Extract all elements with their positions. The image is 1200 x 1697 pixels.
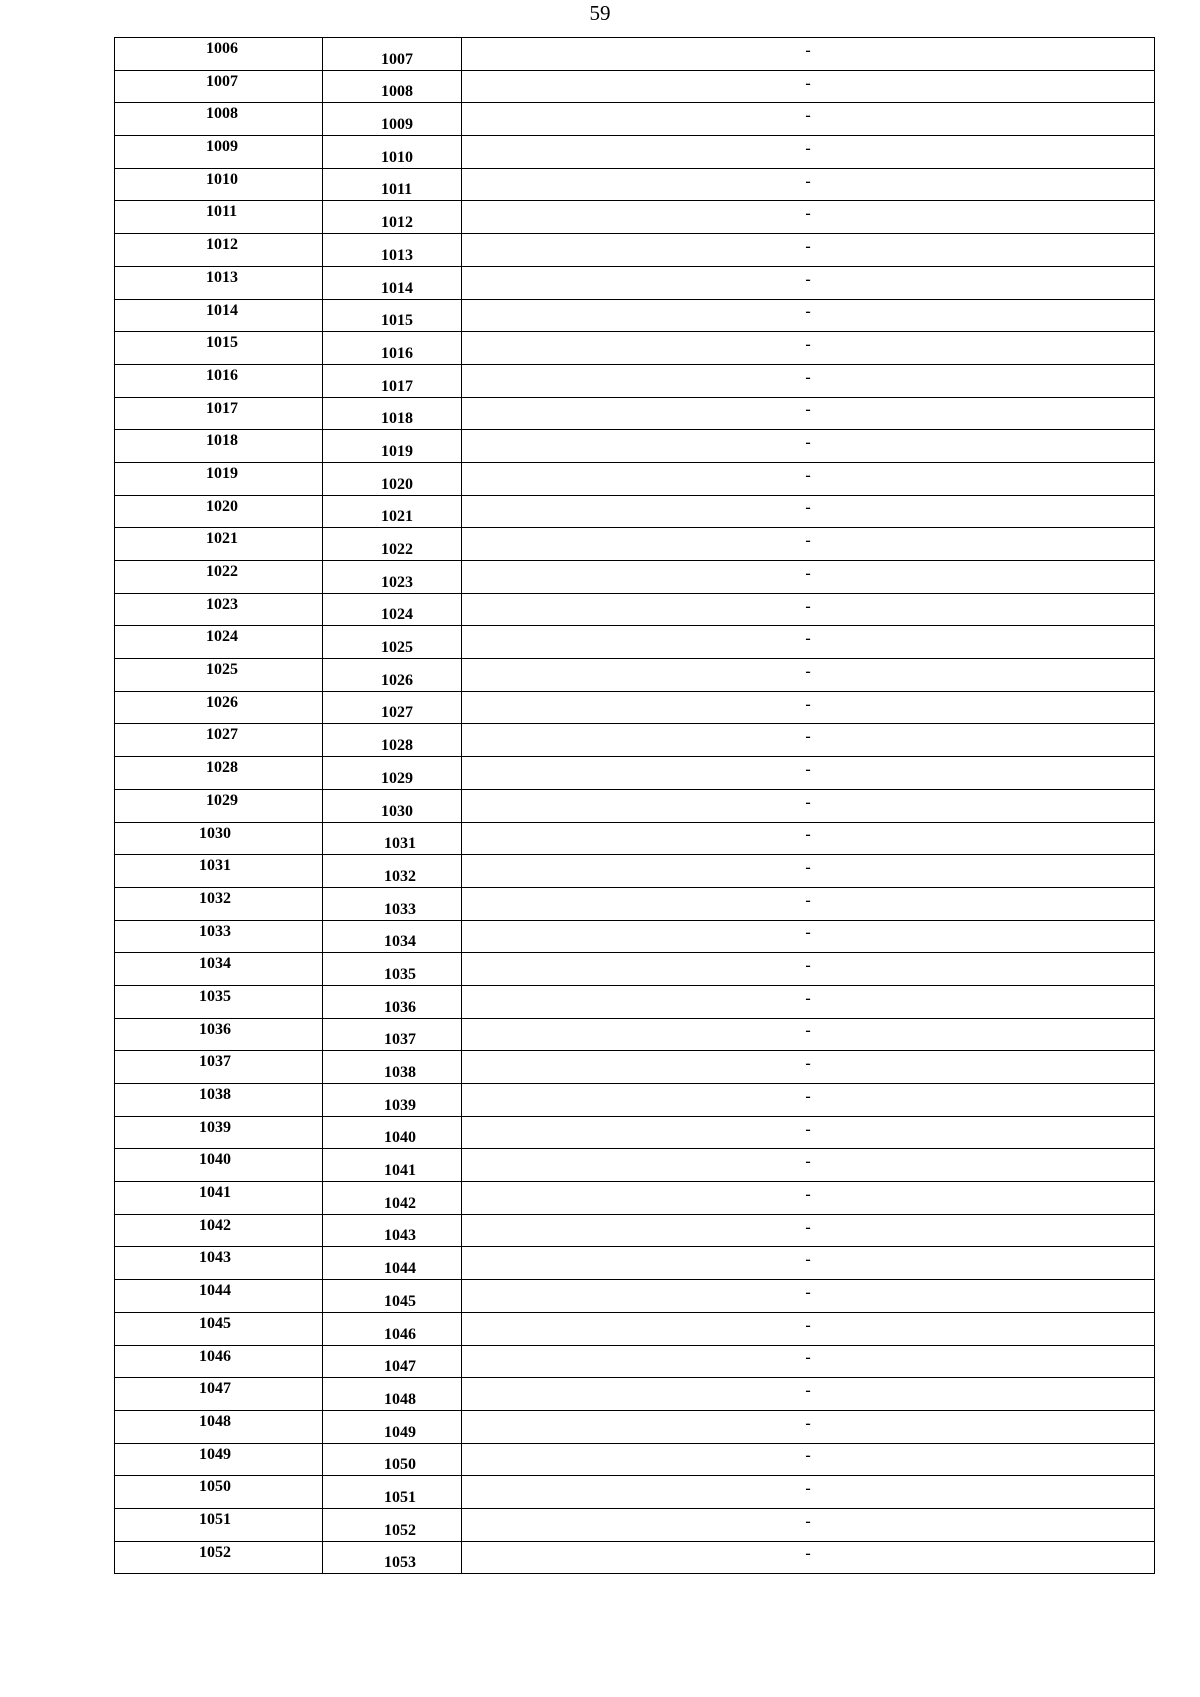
- table-row: [115, 855, 1155, 888]
- note-dash: -: [805, 957, 811, 975]
- table-row: [115, 168, 1155, 201]
- cell-to: 1032: [323, 855, 462, 888]
- table-row: [115, 1051, 1155, 1084]
- cell-to: 1024: [323, 593, 462, 626]
- note-dash: -: [805, 1055, 811, 1073]
- cell-to: 1022: [323, 528, 462, 561]
- cell-from: 1015: [115, 332, 323, 365]
- note-dash: -: [805, 1349, 811, 1367]
- cell-note: [462, 1378, 1155, 1411]
- cell-note: [462, 691, 1155, 724]
- cell-note: [462, 299, 1155, 332]
- table-row: [115, 757, 1155, 790]
- cell-from: 1038: [115, 1084, 323, 1117]
- cell-from: 1044: [115, 1280, 323, 1313]
- note-dash: -: [805, 368, 811, 386]
- note-dash: -: [805, 270, 811, 288]
- cell-to: 1046: [323, 1312, 462, 1345]
- cell-note: [462, 789, 1155, 822]
- table-row: [115, 659, 1155, 692]
- note-dash: -: [805, 237, 811, 255]
- table-row: [115, 1541, 1155, 1574]
- note-dash: -: [805, 303, 811, 321]
- table-row: [115, 1476, 1155, 1509]
- cell-note: [462, 1214, 1155, 1247]
- cell-to: 1036: [323, 985, 462, 1018]
- note-dash: -: [805, 891, 811, 909]
- note-dash: -: [805, 793, 811, 811]
- cell-from: 1021: [115, 528, 323, 561]
- cell-note: [462, 1182, 1155, 1215]
- note-dash: -: [805, 1316, 811, 1334]
- table-row: [115, 201, 1155, 234]
- table-row: [115, 364, 1155, 397]
- cell-from: 1037: [115, 1051, 323, 1084]
- cell-to: 1050: [323, 1443, 462, 1476]
- table-row: [115, 789, 1155, 822]
- note-dash: -: [805, 597, 811, 615]
- page-number: 59: [589, 1, 611, 25]
- cell-to: 1035: [323, 953, 462, 986]
- table-row: [115, 1214, 1155, 1247]
- cell-from: 1034: [115, 953, 323, 986]
- cell-from: 1039: [115, 1116, 323, 1149]
- table-row: [115, 234, 1155, 267]
- table-row: [115, 136, 1155, 169]
- cell-note: [462, 855, 1155, 888]
- cell-note: [462, 1084, 1155, 1117]
- cell-from: 1029: [115, 789, 323, 822]
- cell-to: 1049: [323, 1410, 462, 1443]
- table-row: [115, 1345, 1155, 1378]
- cell-note: [462, 887, 1155, 920]
- cell-to: 1019: [323, 430, 462, 463]
- cell-note: [462, 822, 1155, 855]
- note-dash: -: [805, 1447, 811, 1465]
- table-row: [115, 1018, 1155, 1051]
- cell-note: [462, 495, 1155, 528]
- cell-from: 1049: [115, 1443, 323, 1476]
- table-row: [115, 70, 1155, 103]
- cell-to: 1044: [323, 1247, 462, 1280]
- table-row: [115, 495, 1155, 528]
- cell-from: 1012: [115, 234, 323, 267]
- cell-to: 1033: [323, 887, 462, 920]
- cell-from: 1050: [115, 1476, 323, 1509]
- table-row: [115, 397, 1155, 430]
- table-row: [115, 1312, 1155, 1345]
- cell-from: 1052: [115, 1541, 323, 1574]
- cell-from: 1018: [115, 430, 323, 463]
- cell-note: [462, 593, 1155, 626]
- note-dash: -: [805, 1022, 811, 1040]
- note-dash: -: [805, 630, 811, 648]
- cell-from: 1046: [115, 1345, 323, 1378]
- cell-note: [462, 201, 1155, 234]
- table-row: [115, 724, 1155, 757]
- cell-from: 1035: [115, 985, 323, 1018]
- note-dash: -: [805, 74, 811, 92]
- cell-note: [462, 1312, 1155, 1345]
- note-dash: -: [805, 1512, 811, 1530]
- note-dash: -: [805, 1120, 811, 1138]
- cell-from: 1040: [115, 1149, 323, 1182]
- note-dash: -: [805, 41, 811, 59]
- table-row: [115, 626, 1155, 659]
- cell-to: 1042: [323, 1182, 462, 1215]
- cell-from: 1014: [115, 299, 323, 332]
- note-dash: -: [805, 728, 811, 746]
- note-dash: -: [805, 1153, 811, 1171]
- cell-to: 1015: [323, 299, 462, 332]
- cell-from: 1016: [115, 364, 323, 397]
- note-dash: -: [805, 662, 811, 680]
- cell-note: [462, 757, 1155, 790]
- table-row: [115, 887, 1155, 920]
- note-dash: -: [805, 532, 811, 550]
- cell-from: 1051: [115, 1508, 323, 1541]
- cell-to: 1011: [323, 168, 462, 201]
- table-row: [115, 822, 1155, 855]
- note-dash: -: [805, 760, 811, 778]
- cell-from: 1031: [115, 855, 323, 888]
- table-row: [115, 1410, 1155, 1443]
- cell-note: [462, 1443, 1155, 1476]
- cell-note: [462, 1476, 1155, 1509]
- cell-to: 1041: [323, 1149, 462, 1182]
- cell-note: [462, 1508, 1155, 1541]
- note-dash: -: [805, 1185, 811, 1203]
- cell-to: 1039: [323, 1084, 462, 1117]
- cell-to: 1021: [323, 495, 462, 528]
- cell-to: 1025: [323, 626, 462, 659]
- cell-note: [462, 103, 1155, 136]
- cell-to: 1010: [323, 136, 462, 169]
- cell-from: 1028: [115, 757, 323, 790]
- cell-note: [462, 38, 1155, 71]
- cell-note: [462, 626, 1155, 659]
- cell-note: [462, 430, 1155, 463]
- cell-from: 1007: [115, 70, 323, 103]
- note-dash: -: [805, 1218, 811, 1236]
- table-row: [115, 691, 1155, 724]
- table-row: [115, 38, 1155, 71]
- cell-from: 1020: [115, 495, 323, 528]
- cell-from: 1006: [115, 38, 323, 71]
- cell-note: [462, 985, 1155, 1018]
- note-dash: -: [805, 1382, 811, 1400]
- note-dash: -: [805, 139, 811, 157]
- cell-from: 1036: [115, 1018, 323, 1051]
- cell-to: 1040: [323, 1116, 462, 1149]
- cell-from: 1042: [115, 1214, 323, 1247]
- cell-to: 1018: [323, 397, 462, 430]
- cell-note: [462, 953, 1155, 986]
- cell-from: 1008: [115, 103, 323, 136]
- cell-from: 1045: [115, 1312, 323, 1345]
- cell-note: [462, 1018, 1155, 1051]
- cell-to: 1012: [323, 201, 462, 234]
- cell-note: [462, 659, 1155, 692]
- table-row: [115, 266, 1155, 299]
- cell-to: 1053: [323, 1541, 462, 1574]
- note-dash: -: [805, 1251, 811, 1269]
- cell-to: 1023: [323, 561, 462, 594]
- cell-note: [462, 1345, 1155, 1378]
- cell-to: 1029: [323, 757, 462, 790]
- table-row: [115, 1508, 1155, 1541]
- note-dash: -: [805, 466, 811, 484]
- cell-from: 1047: [115, 1378, 323, 1411]
- cell-note: [462, 1280, 1155, 1313]
- table-row: [115, 1378, 1155, 1411]
- note-dash: -: [805, 695, 811, 713]
- cell-note: [462, 528, 1155, 561]
- cell-note: [462, 1116, 1155, 1149]
- cell-from: 1033: [115, 920, 323, 953]
- note-dash: -: [805, 1414, 811, 1432]
- table-row: [115, 1182, 1155, 1215]
- cell-from: 1027: [115, 724, 323, 757]
- cell-to: 1030: [323, 789, 462, 822]
- cell-from: 1048: [115, 1410, 323, 1443]
- cell-to: 1017: [323, 364, 462, 397]
- cell-from: 1022: [115, 561, 323, 594]
- cell-to: 1034: [323, 920, 462, 953]
- table-row: [115, 561, 1155, 594]
- table-row: [115, 430, 1155, 463]
- cell-to: 1016: [323, 332, 462, 365]
- cell-note: [462, 1541, 1155, 1574]
- table-row: [115, 953, 1155, 986]
- note-dash: -: [805, 205, 811, 223]
- note-dash: -: [805, 1087, 811, 1105]
- note-dash: -: [805, 434, 811, 452]
- cell-note: [462, 266, 1155, 299]
- table-row: [115, 103, 1155, 136]
- cell-note: [462, 332, 1155, 365]
- cell-to: 1014: [323, 266, 462, 299]
- table-row: [115, 985, 1155, 1018]
- cell-note: [462, 397, 1155, 430]
- table-row: [115, 528, 1155, 561]
- cell-from: 1017: [115, 397, 323, 430]
- cell-from: 1043: [115, 1247, 323, 1280]
- note-dash: -: [805, 1545, 811, 1563]
- range-table: [114, 37, 1155, 1574]
- cell-to: 1045: [323, 1280, 462, 1313]
- table-row: [115, 299, 1155, 332]
- cell-note: [462, 168, 1155, 201]
- note-dash: -: [805, 826, 811, 844]
- cell-to: 1048: [323, 1378, 462, 1411]
- table-row: [115, 1084, 1155, 1117]
- cell-from: 1026: [115, 691, 323, 724]
- cell-to: 1008: [323, 70, 462, 103]
- note-dash: -: [805, 859, 811, 877]
- table-row: [115, 1280, 1155, 1313]
- cell-note: [462, 70, 1155, 103]
- cell-to: 1027: [323, 691, 462, 724]
- cell-to: 1028: [323, 724, 462, 757]
- cell-to: 1020: [323, 462, 462, 495]
- cell-note: [462, 1149, 1155, 1182]
- cell-to: 1051: [323, 1476, 462, 1509]
- cell-from: 1023: [115, 593, 323, 626]
- cell-note: [462, 364, 1155, 397]
- cell-to: 1043: [323, 1214, 462, 1247]
- cell-note: [462, 561, 1155, 594]
- cell-from: 1032: [115, 887, 323, 920]
- note-dash: -: [805, 1283, 811, 1301]
- cell-note: [462, 234, 1155, 267]
- cell-to: 1052: [323, 1508, 462, 1541]
- cell-to: 1037: [323, 1018, 462, 1051]
- cell-note: [462, 1051, 1155, 1084]
- cell-from: 1019: [115, 462, 323, 495]
- note-dash: -: [805, 107, 811, 125]
- cell-from: 1009: [115, 136, 323, 169]
- cell-to: 1013: [323, 234, 462, 267]
- note-dash: -: [805, 499, 811, 517]
- note-dash: -: [805, 172, 811, 190]
- table-row: [115, 332, 1155, 365]
- table-row: [115, 462, 1155, 495]
- cell-to: 1031: [323, 822, 462, 855]
- note-dash: -: [805, 989, 811, 1007]
- note-dash: -: [805, 564, 811, 582]
- note-dash: -: [805, 336, 811, 354]
- table-body: [115, 38, 1155, 1574]
- note-dash: -: [805, 401, 811, 419]
- note-dash: -: [805, 924, 811, 942]
- cell-from: 1013: [115, 266, 323, 299]
- cell-note: [462, 136, 1155, 169]
- cell-from: 1011: [115, 201, 323, 234]
- cell-from: 1041: [115, 1182, 323, 1215]
- cell-note: [462, 462, 1155, 495]
- cell-to: 1007: [323, 38, 462, 71]
- table-row: [115, 1149, 1155, 1182]
- note-dash: -: [805, 1480, 811, 1498]
- cell-to: 1009: [323, 103, 462, 136]
- cell-note: [462, 724, 1155, 757]
- cell-note: [462, 920, 1155, 953]
- table-row: [115, 1443, 1155, 1476]
- cell-from: 1025: [115, 659, 323, 692]
- table-row: [115, 1116, 1155, 1149]
- table-row: [115, 920, 1155, 953]
- table-row: [115, 593, 1155, 626]
- cell-note: [462, 1410, 1155, 1443]
- cell-note: [462, 1247, 1155, 1280]
- table-row: [115, 1247, 1155, 1280]
- cell-to: 1026: [323, 659, 462, 692]
- cell-from: 1030: [115, 822, 323, 855]
- cell-from: 1010: [115, 168, 323, 201]
- cell-to: 1038: [323, 1051, 462, 1084]
- cell-from: 1024: [115, 626, 323, 659]
- cell-to: 1047: [323, 1345, 462, 1378]
